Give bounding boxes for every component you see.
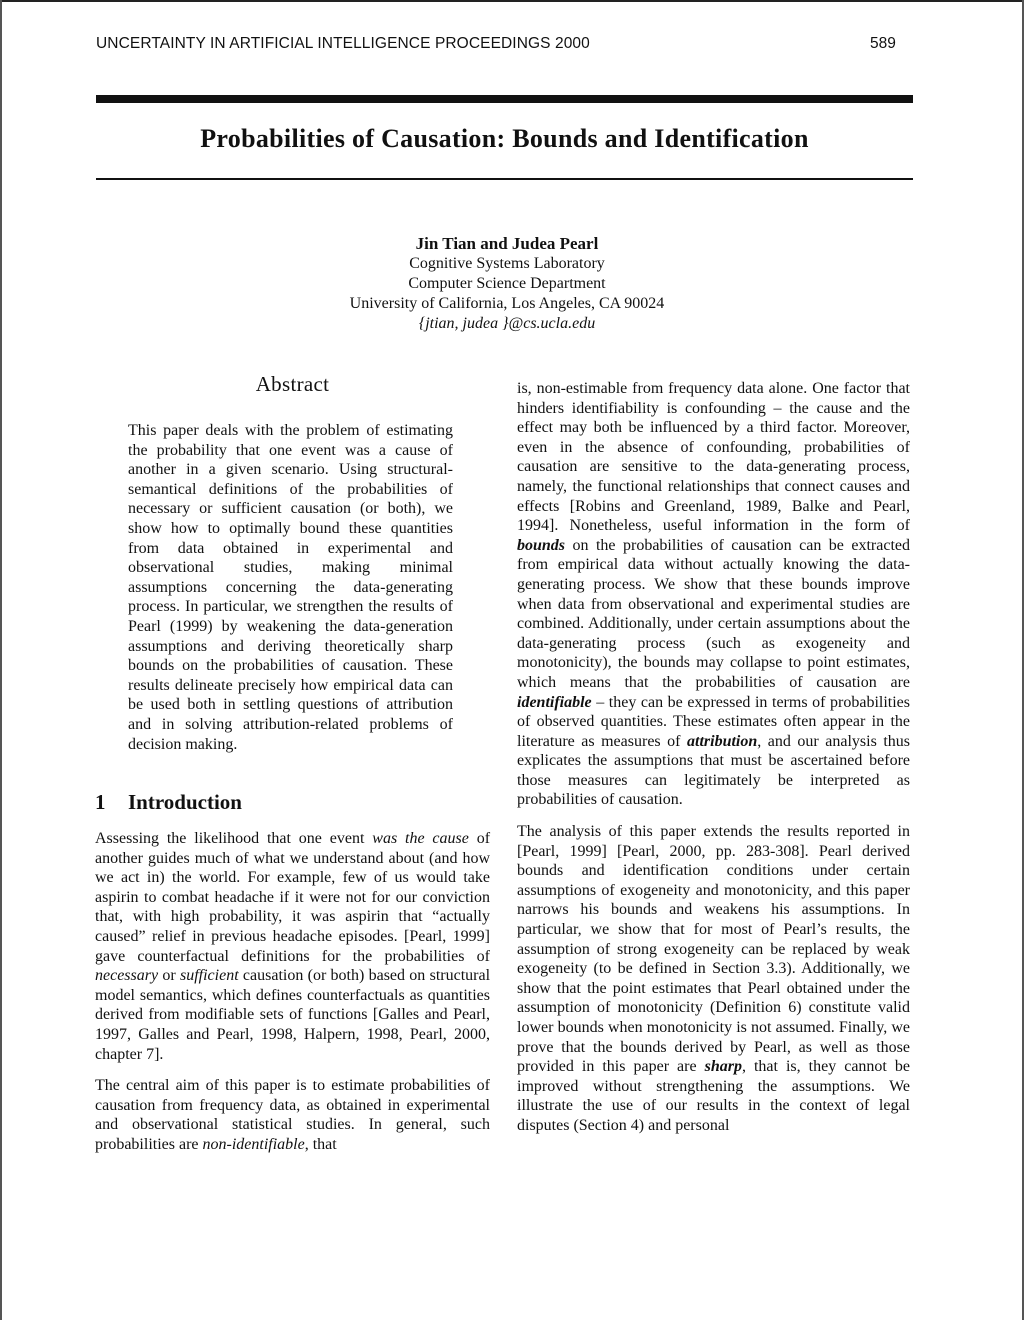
- running-head: UNCERTAINTY IN ARTIFICIAL INTELLIGENCE PROCEEDINGS 2000: [96, 35, 590, 52]
- author-department: Computer Science Department: [408, 275, 606, 292]
- text-run: , that: [304, 1136, 337, 1153]
- emphasis-run: identifiable: [517, 693, 592, 711]
- emphasis-run: bounds: [517, 536, 566, 554]
- section-number: 1: [95, 790, 106, 815]
- emphasis-run: sharp: [704, 1058, 742, 1076]
- author-lab: Cognitive Systems Laboratory: [409, 255, 605, 272]
- author-email: {jtian, judea }@cs.ucla.edu: [418, 315, 596, 332]
- right-paragraph-1: [517, 379, 910, 810]
- text-run: Assessing the likelihood that one event: [95, 830, 373, 848]
- abstract-heading: Abstract: [255, 372, 330, 396]
- author-names: Jin Tian and Judea Pearl: [415, 234, 599, 253]
- section-heading-introduction: [95, 790, 490, 815]
- text-run: , and our analysis thus explicates the assumptions that must be ascertained before those measures can legitimately be interpreted as probabilities of causation.: [517, 732, 910, 809]
- text-run: – they can be expressed in terms of probabilities of observed quantities. These estimates often appear in the literature as measures of: [517, 693, 910, 750]
- text-run: or: [158, 967, 180, 985]
- emphasis-run: sufficient: [179, 967, 239, 985]
- right-paragraph-2: [517, 822, 910, 1136]
- text-run: on the probabilities of causation can be extracted from empirical data without actually knowing the data-generating process. We show that these bounds improve when data from observational and experimental studies are combined. Additionally, under certain assumptions about the data-generating process (such as exogeneity and monotonicity), the bounds may collapse to point estimates, which means that the probabilities of causation are: [517, 536, 910, 691]
- title-rule-top: [96, 95, 913, 103]
- section-title: Introduction: [128, 790, 242, 815]
- text-run: The analysis of this paper extends the results reported in [Pearl, 1999] [Pearl, 2000, pp. 283-308]. Pearl derived bounds and identification conditions under certain assumptions of exogeneity and monotonicity, and this paper narrows his bounds and weakens his assumptions. In particular, we show that for most of Pearl’s results, the assumption of strong exogeneity can be replaced by weak exogeneity (to be defined in Section 3.3). Additionally, we show that the point estimates that Pearl obtained under the assumption of monotonicity (Definition 6) constitute valid lower bounds when monotonicity is not assumed. Finally, we prove that the bounds derived by Pearl, as well as those provided in this paper are: [517, 823, 910, 1076]
- intro-paragraph-2: [95, 1076, 490, 1154]
- abstract-text: This paper deals with the problem of estimating the probability that one event was a cause of another in a given scenario. Using structural-semantical definitions of the probabilities of necessary or sufficient causation (or both), we show how to optimally bound these quantities from data obtained in experimental and observational studies, making minimal assumptions concerning the data-generating process. In particular, we strengthen the results of Pearl (1999) by weakening the data-generation assumptions and deriving theoretically sharp bounds on the probabilities of causation. These results delineate precisely how empirical data can be used both in settling questions of attribution and in solving attribution-related problems of decision making.: [128, 422, 453, 753]
- paper-title: Probabilities of Causation: Bounds and Identification: [200, 124, 809, 153]
- emphasis-run: non-identifiable: [202, 1136, 305, 1153]
- text-run: is, non-estimable from frequency data alone. One factor that hinders identifiability is confounding – the cause and the effect may both be influenced by a third factor. Moreover, even in the absence of confounding, probabilities of causation are sensitive to the data-generating process, namely, the functional relationships that connect causes and effects [Robins and Greenland, 1989, Balke and Pearl, 1994]. Nonetheless, useful information in the form of: [517, 380, 910, 535]
- text-run: of another guides much of what we understand about (and how we act in) the world. For example, few of us would take aspirin to combat headache if it were not for our conviction that, with high probability, it was aspirin that “actually caused” relief in previous headache episodes. [Pearl, 1999] gave counterfactual definitions for the probabilities of: [95, 830, 491, 965]
- right-column: [517, 379, 910, 1136]
- intro-paragraph-1: [95, 829, 490, 1064]
- left-column: [95, 372, 490, 1155]
- emphasis-run: necessary: [95, 967, 159, 985]
- title-rule-bottom: [96, 178, 913, 180]
- page-number: 589: [870, 35, 896, 52]
- emphasis-run: was the cause: [372, 830, 469, 848]
- author-block: [300, 234, 714, 334]
- emphasis-run: attribution: [687, 732, 758, 750]
- page-border-top: [0, 0, 1024, 2]
- text-run: causation (or both) based on structural model semantics, which defines counterfactuals as quantities derived from modifiable sets of functions [Galles and Pearl, 1997, Galles and Pearl, 1998, Halpern, 1998, Pearl, 2000, chapter 7].: [95, 967, 491, 1063]
- text-run: , that is, they cannot be improved without strengthening the assumptions. We illustrate the use of our results in the context of legal disputes (Section 4) and personal: [517, 1058, 911, 1134]
- text-run: The central aim of this paper is to estimate probabilities of causation from frequency data, as obtained in experimental and observational statistical studies. In general, such probabilities are: [95, 1077, 490, 1153]
- author-university: University of California, Los Angeles, CA 90024: [349, 295, 665, 312]
- page-border-left: [0, 0, 2, 1320]
